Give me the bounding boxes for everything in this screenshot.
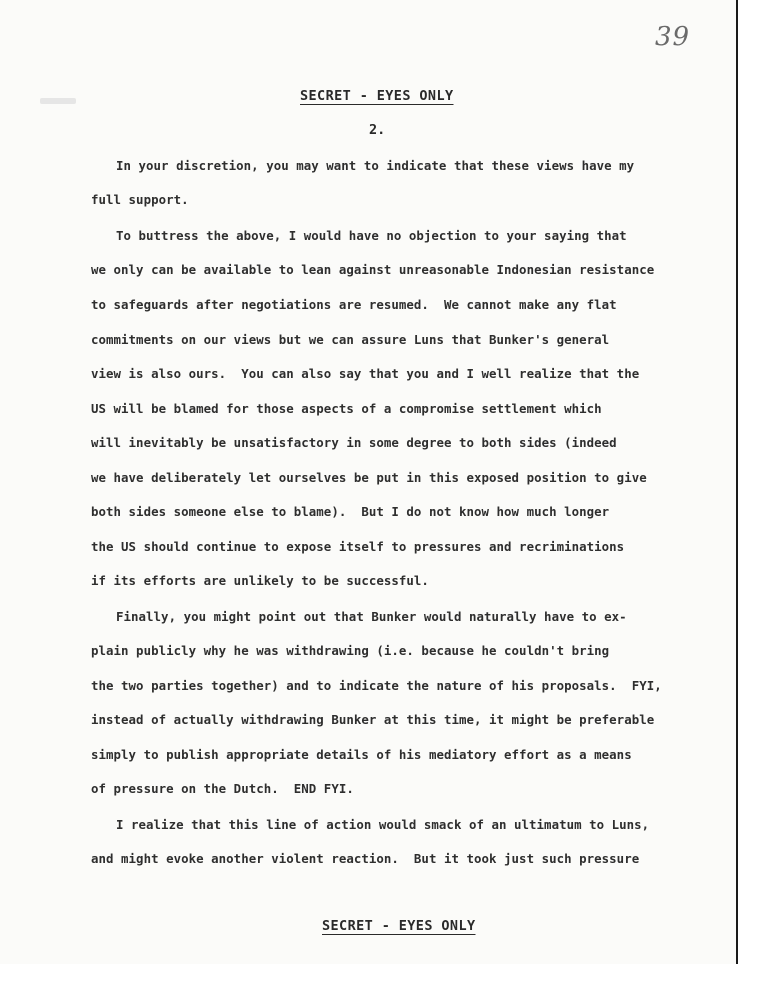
handwritten-page-mark: 39 xyxy=(655,22,691,52)
body-line: Finally, you might point out that Bunker would naturally have to ex- xyxy=(116,609,627,624)
scan-smudge xyxy=(40,98,76,104)
body-line: US will be blamed for those aspects of a compromise settlement which xyxy=(91,401,602,416)
body-line: the US should continue to expose itself to pressures and recriminations xyxy=(91,539,625,554)
body-line: the two parties together) and to indicate the nature of his proposals. FYI, xyxy=(91,678,662,693)
body-line: we only can be available to lean against unreasonable Indonesian resistance xyxy=(91,262,655,277)
scan-right-border xyxy=(736,0,771,1000)
body-line: we have deliberately let ourselves be put in this exposed position to give xyxy=(91,470,647,485)
body-line: In your discretion, you may want to indicate that these views have my xyxy=(116,158,635,173)
body-line: will inevitably be unsatisfactory in some degree to both sides (indeed xyxy=(91,435,617,450)
body-line: and might evoke another violent reaction. But it took just such pressure xyxy=(91,851,640,866)
footer-classification: SECRET - EYES ONLY xyxy=(322,918,476,934)
scan-bottom-margin xyxy=(0,964,738,1000)
body-line: of pressure on the Dutch. END FYI. xyxy=(91,781,354,796)
body-line: simply to publish appropriate details of his mediatory effort as a means xyxy=(91,747,632,762)
body-line: both sides someone else to blame). But I do not know how much longer xyxy=(91,504,610,519)
body-line: instead of actually withdrawing Bunker at this time, it might be preferable xyxy=(91,712,655,727)
body-line: To buttress the above, I would have no objection to your saying that xyxy=(116,228,627,243)
body-line: commitments on our views but we can assure Luns that Bunker's general xyxy=(91,332,610,347)
page-number: 2. xyxy=(369,122,386,138)
body-line: plain publicly why he was withdrawing (i.e. because he couldn't bring xyxy=(91,643,610,658)
body-line: view is also ours. You can also say that you and I well realize that the xyxy=(91,366,640,381)
body-line: full support. xyxy=(91,192,189,207)
body-line: if its efforts are unlikely to be successful. xyxy=(91,573,429,588)
body-line: to safeguards after negotiations are resumed. We cannot make any flat xyxy=(91,297,617,312)
body-line: I realize that this line of action would smack of an ultimatum to Luns, xyxy=(116,817,650,832)
header-classification: SECRET - EYES ONLY xyxy=(300,88,454,104)
